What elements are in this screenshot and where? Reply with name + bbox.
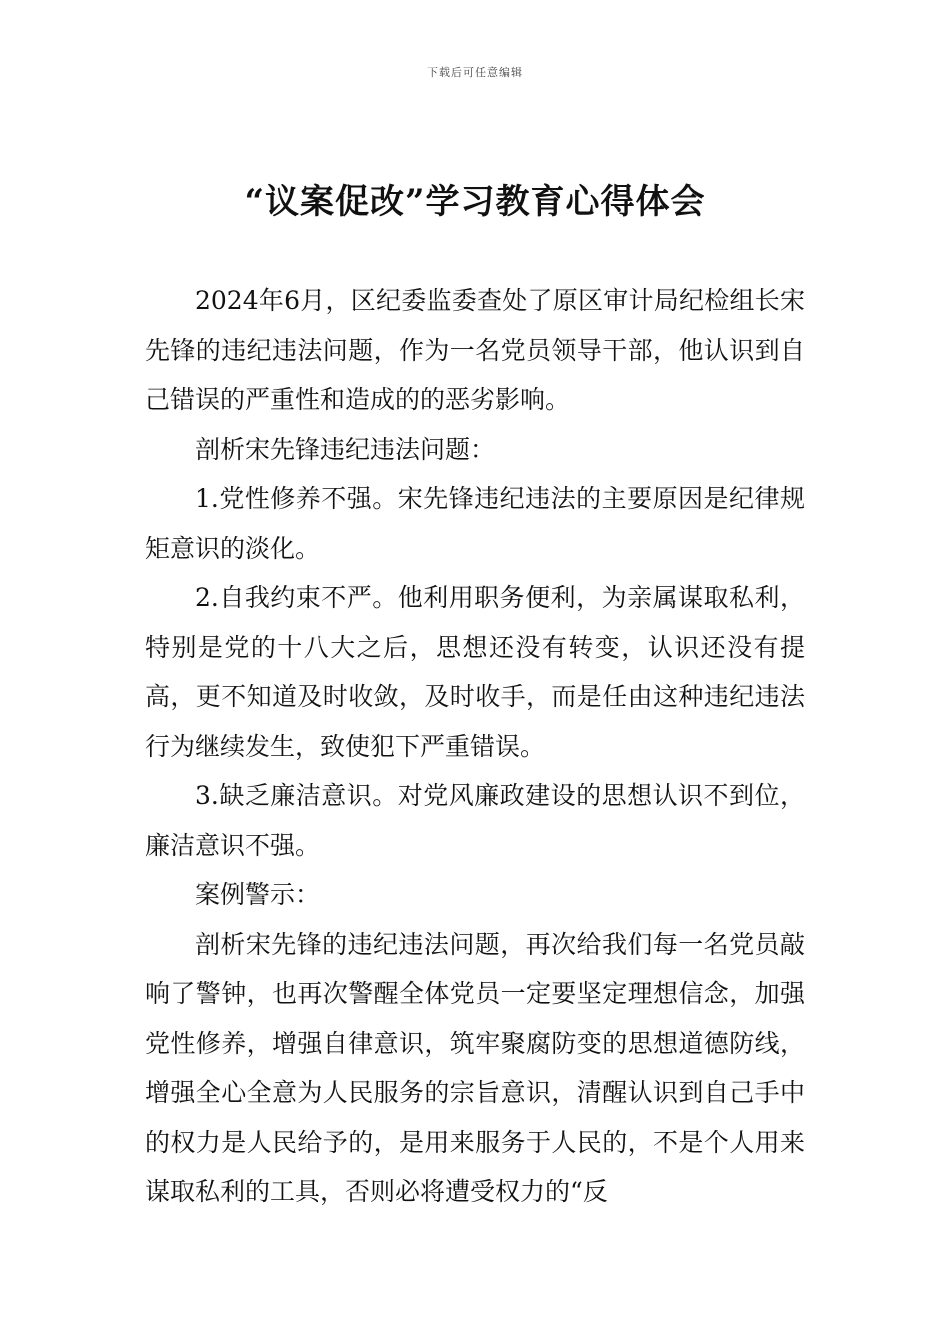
document-body — [145, 276, 805, 1217]
paragraph-point-2: 2.自我约束不严。他利用职务便利，为亲属谋取私利，特别是党的十八大之后，思想还没有转变，认识还没有提高，更不知道及时收敛，及时收手，而是任由这种违纪违法行为继续发生，致使犯下严重错误。 — [145, 583, 805, 761]
paragraph-warning-body: 剖析宋先锋的违纪违法问题，再次给我们每一名党员敲响了警钟，也再次警醒全体党员一定要坚定理想信念，加强党性修养，增强自律意识，筑牢聚腐防变的思想道德防线，增强全心全意为人民服务的宗旨意识，清醒认识到自己手中的权力是人民给予的，是用来服务于人民的，不是个人用来谋取私利的工具，否则必将遭受权力的“反 — [145, 929, 805, 1206]
paragraph-point-1: 1.党性修养不强。宋先锋违纪违法的主要原因是纪律规矩意识的淡化。 — [145, 484, 805, 563]
paragraph-intro: 2024年6月，区纪委监委查处了原区审计局纪检组长宋先锋的违纪违法问题，作为一名党员领导干部，他认识到自己错误的严重性和造成的的恶劣影响。 — [145, 286, 805, 414]
header-note: 下载后可任意编辑 — [427, 66, 523, 79]
paragraph-analysis-heading: 剖析宋先锋违纪违法问题： — [195, 434, 496, 464]
document-title: “议案促改”学习教育心得体会 — [244, 182, 706, 222]
paragraph-point-3: 3.缺乏廉洁意识。对党风廉政建设的思想认识不到位，廉洁意识不强。 — [145, 781, 805, 860]
paragraph-warning-heading: 案例警示： — [195, 880, 321, 909]
